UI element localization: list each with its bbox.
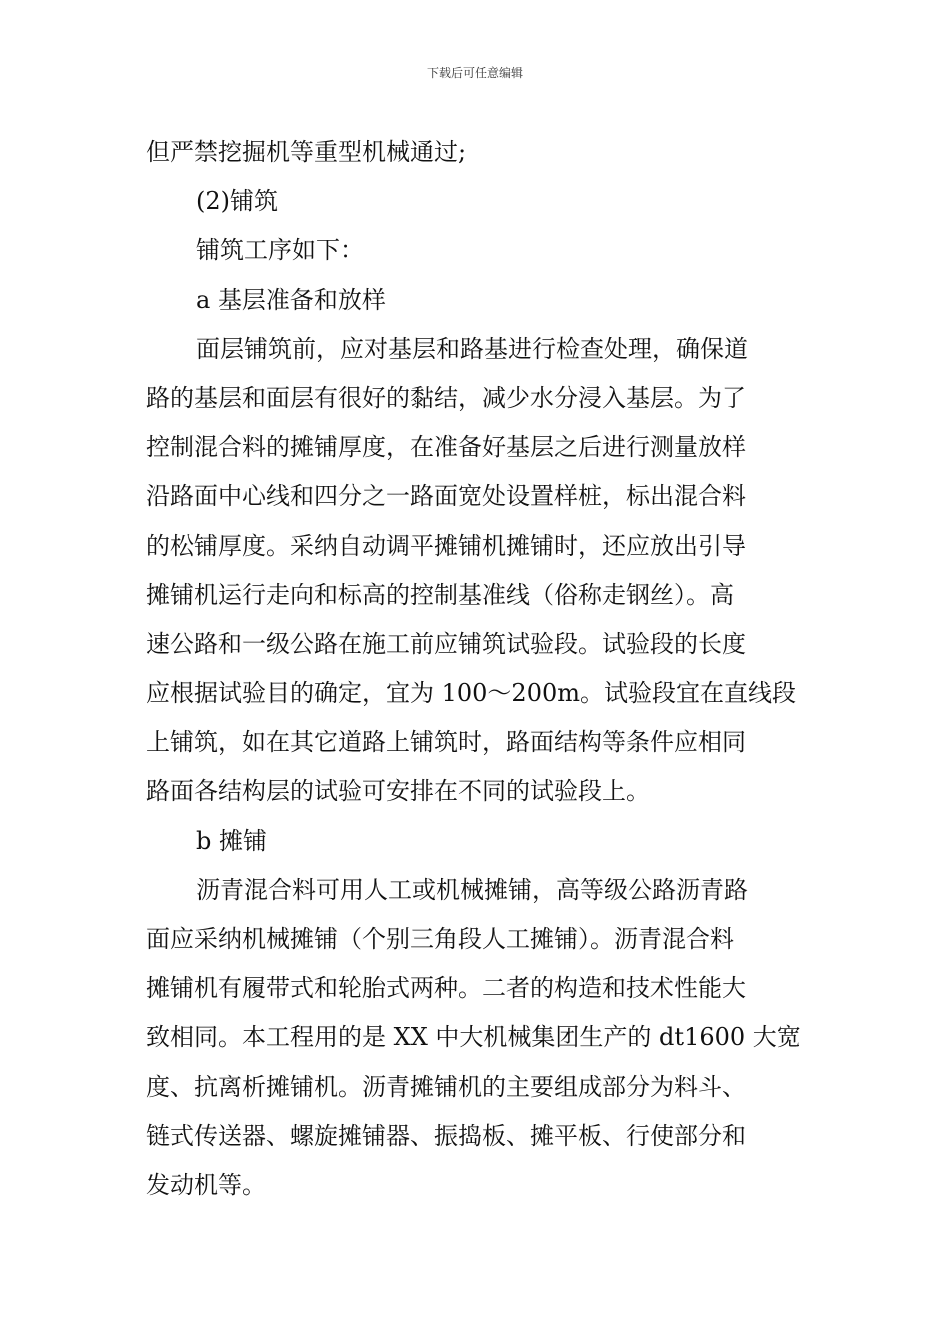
paragraph-line: 发动机等。: [146, 1170, 266, 1199]
paragraph-line: 上铺筑，如在其它道路上铺筑时，路面结构等条件应相同: [146, 728, 746, 757]
paragraph-line: 摊铺机有履带式和轮胎式两种。二者的构造和技术性能大: [146, 974, 746, 1003]
text-line: 铺筑工序如下：: [196, 236, 364, 265]
paragraph-line: 路面各结构层的试验可安排在不同的试验段上。: [146, 777, 650, 806]
paragraph-line: 速公路和一级公路在施工前应铺筑试验段。试验段的长度: [146, 629, 746, 658]
document-body: [146, 128, 808, 1210]
text-line: 但严禁挖掘机等重型机械通过;: [146, 138, 467, 166]
subsection-heading: b 摊铺: [196, 826, 267, 855]
paragraph-line: 沥青混合料可用人工或机械摊铺，高等级公路沥青路: [196, 875, 748, 904]
paragraph-line: 控制混合料的摊铺厚度，在准备好基层之后进行测量放样: [146, 433, 746, 462]
paragraph-line: 度、抗离析摊铺机。沥青摊铺机的主要组成部分为料斗、: [146, 1072, 746, 1101]
paragraph-line: 应根据试验目的确定，宜为 100～200m。试验段宜在直线段: [146, 679, 797, 708]
paragraph-line: 链式传送器、螺旋摊铺器、振捣板、摊平板、行使部分和: [146, 1121, 746, 1150]
section-heading: (2)铺筑: [196, 187, 278, 216]
paragraph-line: 路的基层和面层有很好的黏结，减少水分浸入基层。为了: [146, 383, 746, 412]
paragraph-line: 沿路面中心线和四分之一路面宽处设置样桩，标出混合料: [146, 482, 746, 511]
paragraph-line: 的松铺厚度。采纳自动调平摊铺机摊铺时，还应放出引导: [146, 531, 746, 560]
paragraph-line: 面应采纳机械摊铺（个别三角段人工摊铺）。沥青混合料: [146, 925, 734, 953]
subsection-heading: a 基层准备和放样: [196, 285, 386, 314]
paragraph-line: 摊铺机运行走向和标高的控制基准线（俗称走钢丝）。高: [146, 580, 734, 609]
paragraph-line: 面层铺筑前，应对基层和路基进行检查处理，确保道: [196, 334, 748, 363]
paragraph-line: 致相同。本工程用的是 XX 中大机械集团生产的 dt1600 大宽: [146, 1023, 801, 1052]
page-header: 下载后可任意编辑: [426, 66, 523, 80]
